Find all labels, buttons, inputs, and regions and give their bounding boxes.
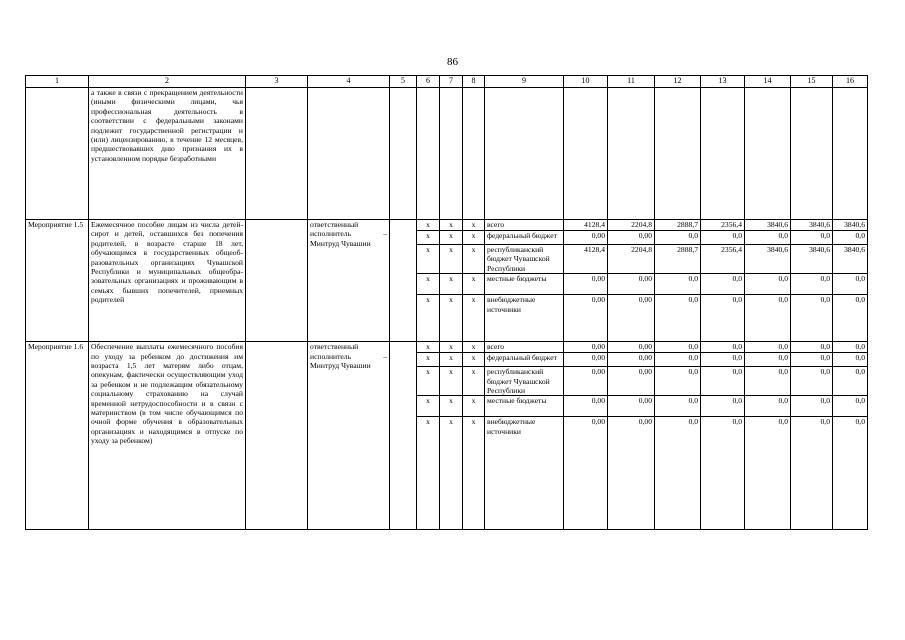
amount-cell: 0,00 (564, 396, 608, 417)
amount-cell: 0,00 (608, 274, 655, 295)
amount-cell: 0,0 (701, 353, 745, 367)
code-cell: x (417, 274, 440, 295)
amount-cell: 0,0 (833, 274, 868, 295)
amount-cell: 3840,6 (791, 245, 833, 274)
column-header: 6 (417, 76, 440, 88)
amount-cell: 0,0 (701, 417, 745, 530)
amount-cell: 0,0 (701, 231, 745, 245)
code-cell: x (463, 367, 485, 396)
amount-cell: 0,00 (564, 342, 608, 353)
amount-cell: 3840,6 (745, 220, 791, 231)
column-header: 8 (463, 76, 485, 88)
column-header: 14 (745, 76, 791, 88)
table-body (26, 76, 868, 530)
code-cell: x (463, 220, 485, 231)
code-cell: x (417, 396, 440, 417)
funding-source: внебюджетные источники (485, 417, 564, 530)
amount-cell: 0,0 (745, 274, 791, 295)
code-cell: x (440, 245, 463, 274)
amount-cell: 0,00 (608, 396, 655, 417)
amount-cell: 0,00 (608, 342, 655, 353)
measure-executor: ответственный исполнитель – Минтруд Чувашии (308, 342, 390, 530)
code-cell: x (440, 295, 463, 342)
column-header: 1 (26, 76, 89, 88)
amount-cell: 0,0 (701, 396, 745, 417)
amount-cell: 0,0 (833, 396, 868, 417)
column-header: 13 (701, 76, 745, 88)
funding-source: всего (485, 220, 564, 231)
code-cell: x (417, 220, 440, 231)
funding-source: местные бюджеты (485, 274, 564, 295)
amount-cell: 0,0 (655, 417, 701, 530)
amount-cell: 0,0 (745, 295, 791, 342)
continuation-text: а также в связи с прекращением деятельности (иными физическими лицами, чья профессиональная деятельность в соответствии с федеральными законами подлежит государственной регистрации и (или) лицензированию, в течение 12 месяцев, предшествовавших дню признания их в установленном порядке безработными (89, 88, 246, 220)
page-number: 86 (447, 56, 458, 68)
amount-cell: 0,0 (833, 367, 868, 396)
funding-source: федеральный бюджет (485, 353, 564, 367)
column-header: 5 (390, 76, 417, 88)
funding-source: внебюджетные источники (485, 295, 564, 342)
measure-executor: ответственный исполнитель – Минтруд Чувашии (308, 220, 390, 342)
code-cell: x (417, 342, 440, 353)
amount-cell: 0,0 (791, 295, 833, 342)
amount-cell: 2888,7 (655, 220, 701, 231)
amount-cell: 2888,7 (655, 245, 701, 274)
amount-cell: 0,0 (833, 231, 868, 245)
amount-cell: 2204,8 (608, 245, 655, 274)
code-cell: x (463, 245, 485, 274)
amount-cell: 3840,6 (833, 220, 868, 231)
funding-source: федеральный бюджет (485, 231, 564, 245)
amount-cell: 0,0 (745, 231, 791, 245)
amount-cell: 0,00 (564, 417, 608, 530)
column-number-row (26, 76, 868, 88)
amount-cell: 0,0 (745, 396, 791, 417)
empty-cell (390, 342, 417, 530)
code-cell: x (463, 295, 485, 342)
amount-cell: 0,0 (791, 396, 833, 417)
code-cell: x (440, 231, 463, 245)
column-header: 3 (246, 76, 308, 88)
amount-cell: 2356,4 (701, 220, 745, 231)
code-cell: x (440, 342, 463, 353)
code-cell: x (463, 274, 485, 295)
amount-cell: 0,0 (701, 295, 745, 342)
amount-cell: 0,00 (608, 231, 655, 245)
amount-cell: 0,0 (791, 367, 833, 396)
funding-source: республиканский бюджет Чувашской Республики (485, 245, 564, 274)
funding-source: всего (485, 342, 564, 353)
amount-cell: 2204,8 (608, 220, 655, 231)
column-header: 2 (89, 76, 246, 88)
column-header: 11 (608, 76, 655, 88)
amount-cell: 0,00 (564, 295, 608, 342)
amount-cell: 0,0 (745, 342, 791, 353)
code-cell: x (440, 417, 463, 530)
amount-cell: 0,00 (608, 367, 655, 396)
amount-cell: 0,0 (791, 353, 833, 367)
amount-cell: 0,0 (655, 353, 701, 367)
amount-cell: 0,0 (701, 274, 745, 295)
column-header: 12 (655, 76, 701, 88)
code-cell: x (417, 231, 440, 245)
amount-cell: 0,00 (608, 353, 655, 367)
funding-source: местные бюджеты (485, 396, 564, 417)
code-cell: x (463, 396, 485, 417)
amount-cell: 0,0 (655, 342, 701, 353)
code-cell: x (440, 353, 463, 367)
program-table (25, 75, 868, 530)
amount-cell: 0,0 (791, 231, 833, 245)
column-header: 9 (485, 76, 564, 88)
empty-cell (246, 220, 308, 342)
code-cell: x (440, 274, 463, 295)
amount-cell: 0,00 (608, 295, 655, 342)
column-header: 16 (833, 76, 868, 88)
amount-cell: 0,0 (655, 231, 701, 245)
amount-cell: 3840,6 (833, 245, 868, 274)
code-cell: x (463, 353, 485, 367)
amount-cell: 0,0 (791, 274, 833, 295)
amount-cell: 0,0 (655, 367, 701, 396)
amount-cell: 0,00 (608, 417, 655, 530)
continuation-row (26, 88, 868, 220)
code-cell: x (417, 417, 440, 530)
amount-cell: 0,0 (833, 353, 868, 367)
amount-cell: 0,0 (833, 342, 868, 353)
measure-code: Мероприятие 1.5 (26, 220, 89, 342)
code-cell: x (417, 367, 440, 396)
amount-cell: 3840,6 (791, 220, 833, 231)
amount-cell: 0,0 (833, 295, 868, 342)
amount-cell: 0,0 (833, 417, 868, 530)
amount-cell: 4128,4 (564, 220, 608, 231)
column-header: 4 (308, 76, 390, 88)
measure-code: Мероприятие 1.6 (26, 342, 89, 530)
code-cell: x (440, 396, 463, 417)
measure-description: Ежемесячное пособие лицам из числа детей-сирот и детей, оставшихся без попечения родителей, в возрасте старше 18 лет, обучающимся в государственных общеобразовательных организациях Чувашской Республики и муниципальных общеобразовательных организациях и проживающим в семьях бывших попечителей, приемных родителей (89, 220, 246, 342)
amount-cell: 0,0 (655, 274, 701, 295)
amount-cell: 0,0 (791, 417, 833, 530)
column-header: 15 (791, 76, 833, 88)
empty-cell (390, 220, 417, 342)
code-cell: x (417, 295, 440, 342)
amount-cell: 0,00 (564, 231, 608, 245)
amount-cell: 0,0 (745, 367, 791, 396)
amount-cell: 0,0 (745, 353, 791, 367)
amount-cell: 0,00 (564, 353, 608, 367)
amount-cell: 0,0 (791, 342, 833, 353)
measure-description: Обеспечение выплаты ежемесячного пособия по уходу за ребенком до достижения им возраста 1,5 лет матерям либо отцам, опекунам, фактически осуществляющим уход за ребенком и не подлежащим обязательному социальному страхованию на случай временной нетрудоспособности и в связи с материнством (в том числе обучающимся по очной форме обучения в образовательных организациях и находящимся в отпуске по уходу за ребенком) (89, 342, 246, 530)
code-cell: x (440, 367, 463, 396)
table-row (26, 220, 868, 231)
funding-source: республиканский бюджет Чувашской Республики (485, 367, 564, 396)
amount-cell: 4128,4 (564, 245, 608, 274)
amount-cell: 0,0 (655, 295, 701, 342)
code-cell: x (463, 342, 485, 353)
code-cell: x (463, 231, 485, 245)
amount-cell: 2356,4 (701, 245, 745, 274)
amount-cell: 0,0 (745, 417, 791, 530)
amount-cell: 0,00 (564, 274, 608, 295)
amount-cell: 3840,6 (745, 245, 791, 274)
amount-cell: 0,00 (564, 367, 608, 396)
column-header: 10 (564, 76, 608, 88)
amount-cell: 0,0 (701, 342, 745, 353)
code-cell: x (440, 220, 463, 231)
amount-cell: 0,0 (655, 396, 701, 417)
code-cell: x (463, 417, 485, 530)
table-row (26, 342, 868, 353)
code-cell: x (417, 245, 440, 274)
amount-cell: 0,0 (701, 367, 745, 396)
column-header: 7 (440, 76, 463, 88)
code-cell: x (417, 353, 440, 367)
empty-cell (246, 342, 308, 530)
